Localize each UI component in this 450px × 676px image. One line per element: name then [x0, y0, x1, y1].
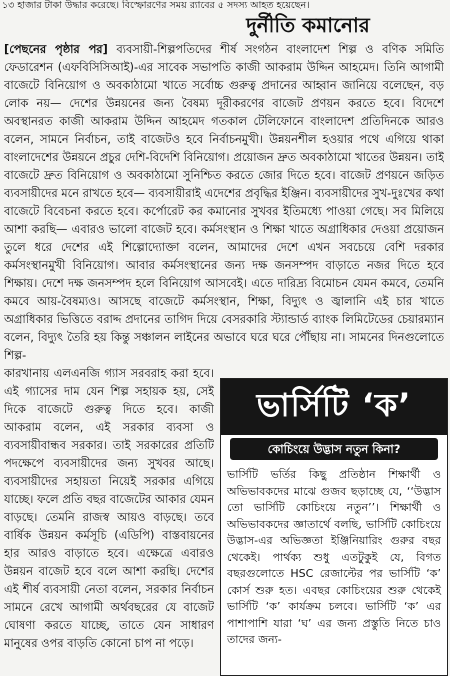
article-paragraph: ব্যবসায়ী-শিল্পপতিদের শীর্ষ সংগঠন বাংলাদেশ শিল্প ও বণিক সমিতি ফেডারেশন (এফবিসিসিআই)-এর সাবেক সভাপতি কাজী আকরাম উদ্দিন আহমেদ। তিনি আগামী বাজেটে বিনিয়োগ ও অবকাঠামো খাতে সর্বোচ্চ গুরুত্ব প্রদানের আহ্বান জানিয়ে বলেছেন, বড় লোক নয়— দেশের উন্নয়নের জন্য বৈষম্য দূরীকরণের বাজেট প্রণয়ন করতে হবে। বিদেশে অবস্থানরত কাজী আকরাম উদ্দিন আহমেদ গতকাল টেলিফোনে বাংলাদেশ প্রতিদিনকে আরও বলেন, সামনে নির্বাচন, তাই বাজেটও হবে নির্বাচনমুখী। উন্নয়নশীল হওয়ার পথে এগিয়ে থাকা বাংলাদেশের উন্নয়নে প্রচুর দেশি-বিদেশি বিনিয়োগ। প্রয়োজন দ্রুত অবকাঠামো খাতের উন্নয়ন। তাই বাজেটে দ্রুত বিনিয়োগ ও অবকাঠামো সুনিশ্চিত করতে জোর দিতে হবে। বাজেট প্রণয়নে জড়িত ব্যবসায়ীদের মনে রাখতে হবে— ব্যবসায়ীরাই এদেশের প্রবৃদ্ধির ইঞ্জিন। ব্যবসায়ীদের সুখ-দুঃখের কথা বাজেটে বিবেচনা করতে হবে। কর্পোরেট কর কমানোর সুখবর ইতিমধ্যে পাওয়া গেছে। সব মিলিয়ে আশা করছি— এবারও ভালো বাজেট হবে। কর্মসংস্থান ও শিক্ষা খাতে অগ্রাধিকার দেওয়া প্রয়োজন তুলে ধরে দেশের এই শিল্পোদ্যোক্তা বলেন, আমাদের দেশে এখন সবচেয়ে বেশি দরকার কর্মসংস্থানমুখী বিনিয়োগ। আবার কর্মসংস্থানের জন্য দক্ষ জনসম্পদ বাড়াতে নজর দিতে হবে শিক্ষায়। দেশে দক্ষ জনসম্পদ হলে বিনিয়োগ আসবেই। এতে দারিদ্র্য বিমোচন যেমন কমবে, তেমনি কমবে আয়-বৈষম্যও। আসছে বাজেটে কর্মসংস্থান, শিক্ষা, বিদ্যুৎ ও জ্বালানি এই চার খাতে অগ্রাধিকার ভিত্তিতে বরাদ্দ প্রদানের তাগিদ দিয়ে বেসরকারি স্ট্যান্ডার্ড ব্যাংক লিমিটেডের চেয়ারম্যান বলেন, বিদ্যুৎ তৈরি হয় কিন্তু সঞ্চালন লাইনের অভাবে ঘরে ঘরে পৌঁছায় না। সামনের দিনগুলোতে শিল্প-	[4, 42, 444, 362]
article-paragraph-continued: কারখানায় এলএনজি গ্যাস সরবরাহ করা হবে। এই গ্যাসের দাম যেন শিল্প সহায়ক হয়, সেই দিকে বাজেটে গুরুত্ব দিতে হবে। কাজী আকরাম বলেন, এই সরকার ব্যবসা ও ব্যবসায়ীবান্ধব সরকার। তাই সরকারের প্রতিটি পদক্ষেপে ব্যবসায়ীদের জন্য সুখবর আছে। ব্যবসায়ীদের সহায়তা নিয়েই সরকার এগিয়ে যাচ্ছে। ফলে প্রতি বছর বাজেটের আকার যেমন বাড়ছে। তেমনি রাজস্ব আয়ও বাড়ছে। তবে বার্ষিক উন্নয়ন কর্মসূচি (এডিপি) বাস্তবায়নের হার আরও বাড়াতে হবে। এক্ষেত্রে এবারও উন্নয়ন বাজেট হবে বলে আশা করছি। দেশের এই শীর্ষ ব্যবসায়ী নেতা বলেন, সরকার নির্বাচন সামনে রেখে আগামী অর্থবছরের যে বাজেট ঘোষণা করতে যাচ্ছে, তাতে যেন সাধারণ মানুষের ওপর বাড়তি কোনো চাপ না পড়ে।	[4, 366, 214, 650]
article-body-left-column	[4, 364, 214, 672]
coaching-advertisement	[220, 378, 448, 676]
article-headline: দুর্নীতি কমানোর	[246, 13, 370, 37]
article-body-full-width	[4, 40, 444, 364]
ad-body	[221, 461, 447, 649]
continuation-label: [পেছনের পৃষ্ঠার পর]	[4, 42, 108, 56]
ad-title: ভার্সিটি ‘ক’	[221, 379, 447, 435]
ad-paragraph: ভার্সিটি ভর্তির কিছু প্রতিষ্ঠান শিক্ষার্থী ও অভিভাবকদের মাঝে গুজব ছড়াচ্ছে যে, ‘‘উদ্ভাস তো ভার্সিটি কোচিংয়ে নতুন’’। শিক্ষার্থী ও অভিভাবকদের জ্ঞাতার্থে বলছি, ভার্সিটি কোচিংয়ে উদ্ভাস-এর অভিজ্ঞতা ইঞ্জিনিয়ারিং গুরুর বছর থেকেই। পার্থক্য শুধু এতটুকুই যে, বিগত বছরগুলোতে HSC রেজাল্টের পর ভার্সিটি ‘ক’ কোর্স শুরু হত। এবছর কোচিংয়ের শুরু থেকেই ভার্সিটি ‘ক’ কার্যক্রম চলবে। ভার্সিটি ‘ক’ এর পাশাপাশি যারা ‘ঘ’ এর জন্য প্রস্তুতি নিতে চাও তাদের জন্য-	[227, 468, 441, 646]
top-continuation-line: ১৩ হাজার টাকা উদ্ধার করেছে। বিস্ফোরণের সময় র‍্যাবের ৫ সদস্য আহত হয়েছেন।	[2, 0, 310, 11]
ad-subtitle: কোচিংয়ে উদ্ভাস নতুন কিনা?	[229, 437, 439, 461]
